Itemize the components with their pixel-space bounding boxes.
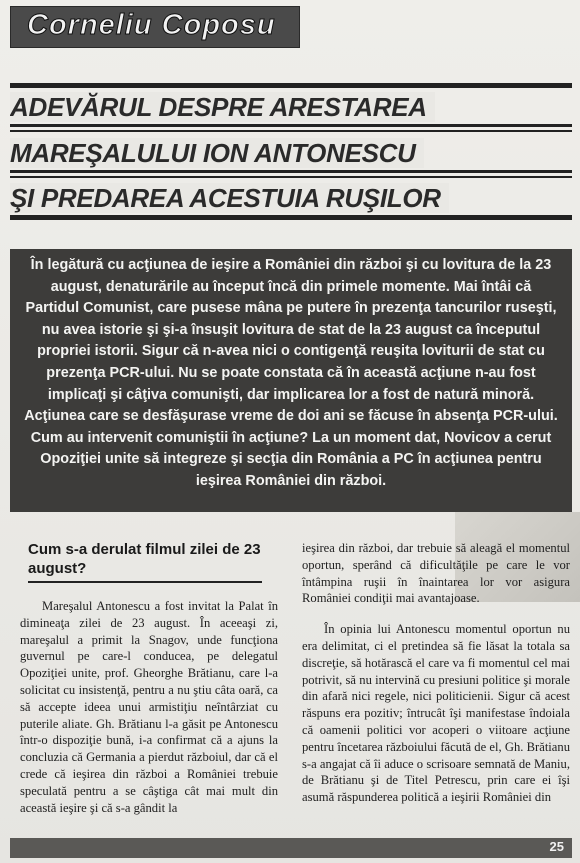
headline-bottom-rule: [10, 215, 572, 220]
headline-line-2: MAREŞALULUI ION ANTONESCU: [10, 138, 572, 169]
subhead-rule: [28, 581, 262, 583]
headline-rule-1: [10, 124, 572, 127]
headline-top-rule: [10, 83, 572, 88]
author-banner: [10, 6, 300, 48]
headline-line-3: ŞI PREDAREA ACESTUIA RUŞILOR: [10, 183, 572, 214]
right-column-paragraph-1: ieşirea din război, dar trebuie să aleagă el momentul oportun, sperând că dificultăţile pe care le vor întâmpina ruşii în înaintarea lor vor asigura României condiţii mai avantajoase.: [302, 541, 570, 606]
right-column: [302, 540, 570, 806]
section-subhead: Cum s-a derulat filmul zilei de 23 august?: [28, 541, 261, 577]
left-column-paragraph: Mareşalul Antonescu a fost invitat la Palat în dimineaţa zilei de 23 august. În aceeaşi zi, mareşalul a primit la Snagov, unde funcţiona guvernul pe care-l conducea, pe delegatul Opoziţiei unite, prof. Gheorghe Brătianu, care l-a solicitat cu insistenţă, pentru a nu ştiu câta oară, ca să accepte ideea unui armistiţiu neîntârziat cu puterile aliate. Gh. Brătianu l-a găsit pe Antonescu într-o dispoziţie bună, i-a confirmat că a ajuns la concluzia că Germania a pierdut războiul, dar că el crede că ieşirea din război a României trebuie speculată pentru a se câştiga cât mai mult din această ieşire şi că s-a gândit la: [20, 599, 278, 815]
left-column: [20, 598, 278, 816]
headline-rule-4: [10, 176, 572, 178]
right-column-paragraph-2: În opinia lui Antonescu momentul oportun nu era delimitat, ci el pretindea să fie lăsat la totala sa discreţie, să hotărască el care va fi momentul cel mai potrivit, să nu intervină cu presiuni politice şi morale din afară nici regele, nici politicienii. Sigur că acest răspuns era pozitiv; întrucât îşi manifestase îndoiala că oamenii politici vor acoperi o viitoare acţiune pentru încetarea războiului făcută de el, Gh. Brătianu s-a angajat că îi aduce o scrisoare semnată de Maniu, de Brătianu şi de Titel Petrescu, prin care ei îşi asumă răspunderea politică a ieşirii României din: [302, 622, 570, 805]
headline-rule-2: [10, 130, 572, 132]
lead-box: [10, 249, 572, 512]
footer-bar: [10, 838, 572, 858]
author-name: Corneliu Coposu: [27, 9, 276, 41]
paragraph-gap: [302, 607, 570, 621]
headline-rule-3: [10, 170, 572, 173]
page-number: 25: [549, 839, 564, 854]
bleed-through-text: [305, 4, 573, 104]
headline-line-1: ADEVĂRUL DESPRE ARESTAREA: [10, 92, 572, 123]
lead-paragraph: În legătură cu acţiunea de ieşire a României din război şi cu lovitura de la 23 august, denaturările au început încă din primele momente. Mai întâi că Partidul Comunist, care pusese mâna pe putere în prezenţa tancurilor ruseşti, nu avea istorie şi şi-a însuşit lovitura de stat de la 23 august ca începutul propriei istorii. Sigur că n-avea nici o contigenţă reuşita loviturii de stat cu prezenţa PCR-ului. Nu se poate constata că în această acţiune n-au fost implicaţi şi câţiva comunişti, dar implicarea lor a fost de natură minoră. Acţiunea care se desfăşurase vreme de doi ani se făcuse în absenţa PCR-ului. Cum au intervenit comuniştii în acţiune? La un moment dat, Novicov a cerut Opoziţiei unite să integreze şi secţia din România a PC în acţiunea pentru ieşirea României din război.: [24, 257, 558, 489]
